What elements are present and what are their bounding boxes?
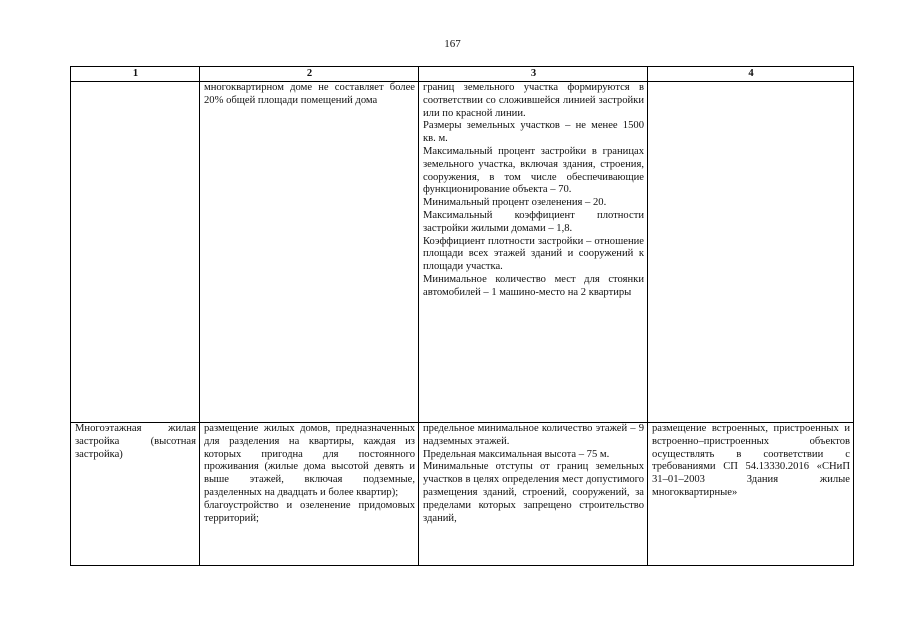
text-paragraph: границ земельного участка формируются в соответствии со сложившейся линией застройки или по красной линии. [423,82,644,119]
cell-land-use-name [71,82,200,423]
cell-building-parameters [419,423,648,566]
text-paragraph: Максимальный коэффициент плотности застройки жилыми домами – 1,8. [423,209,644,234]
cell-restrictions [648,82,854,423]
cell-building-parameters [419,82,648,423]
text-paragraph: благоустройство и озеленение придомовых территорий; [204,499,415,524]
text-paragraph: Предельная максимальная высота – 75 м. [423,448,610,460]
column-header-4: 4 [648,67,854,82]
text-paragraph: Минимальное количество мест для стоянки автомобилей – 1 машино-место на 2 квартиры [423,273,644,298]
table-row [71,423,854,566]
column-header-2: 2 [200,67,419,82]
text-paragraph: Минимальный процент озеленения – 20. [423,197,607,209]
table-header-row [71,67,854,82]
column-header-1: 1 [71,67,200,82]
text-paragraph: размещение встроенных, пристроенных и встроенно–пристроенных объектов осуществлять в соответствии с требованиями СП 54.13330.2016 «СНиП 31–01–2003 Здания жилые многоквартирные» [652,423,850,498]
cell-permitted-use-description [200,82,419,423]
zoning-table [70,66,854,566]
text-paragraph: предельное минимальное количество этажей – 9 надземных этажей. [423,423,644,447]
text-paragraph: Многоэтажная жилая застройка (высотная застройка) [75,423,196,460]
text-paragraph: Максимальный процент застройки в границах земельного участка, включая здания, строения, сооружения, в том числе обеспечивающие функционирование объекта – 70. [423,145,644,196]
text-paragraph: Минимальные отступы от границ земельных участков в целях определения мест допустимого размещения зданий, строений, сооружений, за пределами которых запрещено строительство зданий, [423,461,644,524]
cell-land-use-name [71,423,200,566]
text-paragraph: многоквартирном доме не составляет более 20% общей площади помещений дома [204,82,415,106]
column-header-3: 3 [419,67,648,82]
page-number: 167 [444,38,461,50]
text-paragraph: Размеры земельных участков – не менее 1500 кв. м. [423,120,644,145]
cell-permitted-use-description [200,423,419,566]
table-row [71,82,854,423]
text-paragraph: Коэффициент плотности застройки – отношение площади всех этажей зданий и сооружений к площади участка. [423,235,644,273]
text-paragraph: размещение жилых домов, предназначенных для разделения на квартиры, каждая из которых пригодна для постоянного проживания (жилые дома высотой девять и выше этажей, включая подземные, разделенных на двадцать и более квартир); [204,423,415,498]
cell-restrictions [648,423,854,566]
